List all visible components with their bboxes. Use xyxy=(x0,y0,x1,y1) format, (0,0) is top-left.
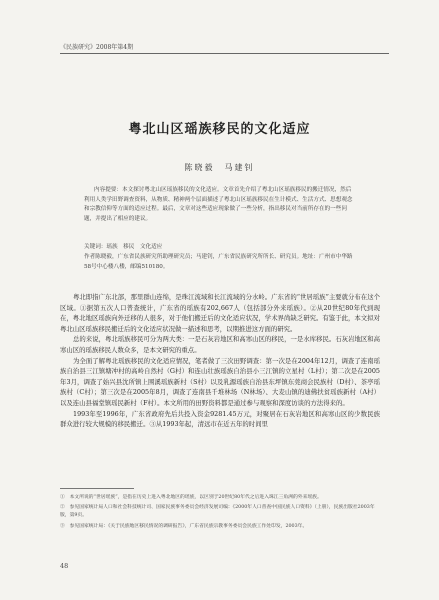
article-title: 粤北山区瑶族移民的文化适应 xyxy=(128,122,311,137)
keywords: 关键词：瑶族 移民 文化适应 xyxy=(84,244,163,250)
footnote: ② 参见国家统计局人口和社会科技统计司、国家民族事务委员会经济发展司编：《2000年人口普查中国民族人口资料》（上册），民族出版社2003年版，第9页。 xyxy=(60,505,375,519)
body-paragraph: 为全面了解粤北瑶族移民的文化适应情况，笔者做了三次田野调查：第一次是在2004年12月，调查了连南瑶族自治县三江镇塘冲村的高岭自然村（G村）和连山壮族瑶族自治县小三江镇的立星村（L村）；第二次是在2005年3月，调查了始兴县沈所镇上围溪瑶族新村（S村）以及乳源瑶族自治县东坪镇东莞商会民族村（D村）、茶亭瑶族村（C村）；第三次是在2005年8月，调查了连南县千堆林场（N林场）、大麦山镇的迪佛扶贫瑶族新村（A村）以及连山县福堂镇瑶民新村（F村）。本文所用的田野资料都是通过参与观察和深度访谈的方法得来的。 xyxy=(60,356,380,407)
article-body xyxy=(60,292,380,430)
footnote-rule xyxy=(60,488,134,489)
header-rule xyxy=(60,53,389,54)
footnote: ③ 参见国家统计局：《关于民族地区移民情况的调研报告》，广东省民族宗教事务委员会民族工作处印发，2003年。 xyxy=(60,523,308,529)
abstract xyxy=(84,186,354,224)
footnotes xyxy=(60,494,380,533)
footnote: ① 本文所说的“世居瑶族”，是指在历史上进入粤北地区的瑶族，以区别于20世纪80年代之后进入珠江三角洲的外来瑶族。 xyxy=(60,495,322,500)
body-paragraph: 总的来说，粤北瑶族移民可分为两大类：一是石灰岩地区和高寒山区的移民，一是水库移民。石灰岩地区和高寒山区的瑶族移民人数众多，是本文研究的重点。 xyxy=(60,335,380,354)
body-paragraph: 粤北即指广东北部，那里群山连绵，是珠江流域和长江流域的分水岭。广东省的“世居瑶族”主要就分布在这个区域。①据第五次人口普查统计，广东省的瑶族有202,667人（包括部分外来瑶族）。②从20世纪80年代到现在，粤北地区瑶族向外迁移的人很多，对于他们搬迁后的文化适应状况，学术界尚缺乏研究。有鉴于此，本文拟对粤北山区瑶族移民搬迁后的文化适应状况做一描述和思考，以期推进这方面的研究。 xyxy=(60,293,380,333)
article-authors: 陈晓毅 马建钊 xyxy=(184,163,255,172)
abstract-text: 内容提要：本文探讨粤北山区瑶族移民的文化适应。文章首先介绍了粤北山区瑶族移民的搬迁情况，然后利用人类学田野调查资料，从物质、精神两个层面描述了粤北山区瑶族移民在生计模式、生活方式、思想观念和宗教信仰等方面的适应过程。最后，文章对这些适应现象做了一些分析，指出移民对当前所存在的一些问题，并提出了相应的建议。 xyxy=(84,187,353,222)
page-number: 48 xyxy=(60,562,69,570)
author-info: 作者陈晓毅，广东省民族研究所助理研究员；马建钊，广东省民族研究所所长、研究员。地址：广州市中华路58号中心楼八楼，邮编510180。 xyxy=(84,254,353,270)
journal-header: 《民族研究》2008年第4期 xyxy=(60,44,134,51)
body-paragraph: 1993年至1996年，广东省政府先后共投入资金9281.45万元，对聚居在石灰岩地区和高寒山区的少数民族群众进行较大规模的移民搬迁。③从1993年起，清远市在近五年的时间里 xyxy=(60,409,380,429)
